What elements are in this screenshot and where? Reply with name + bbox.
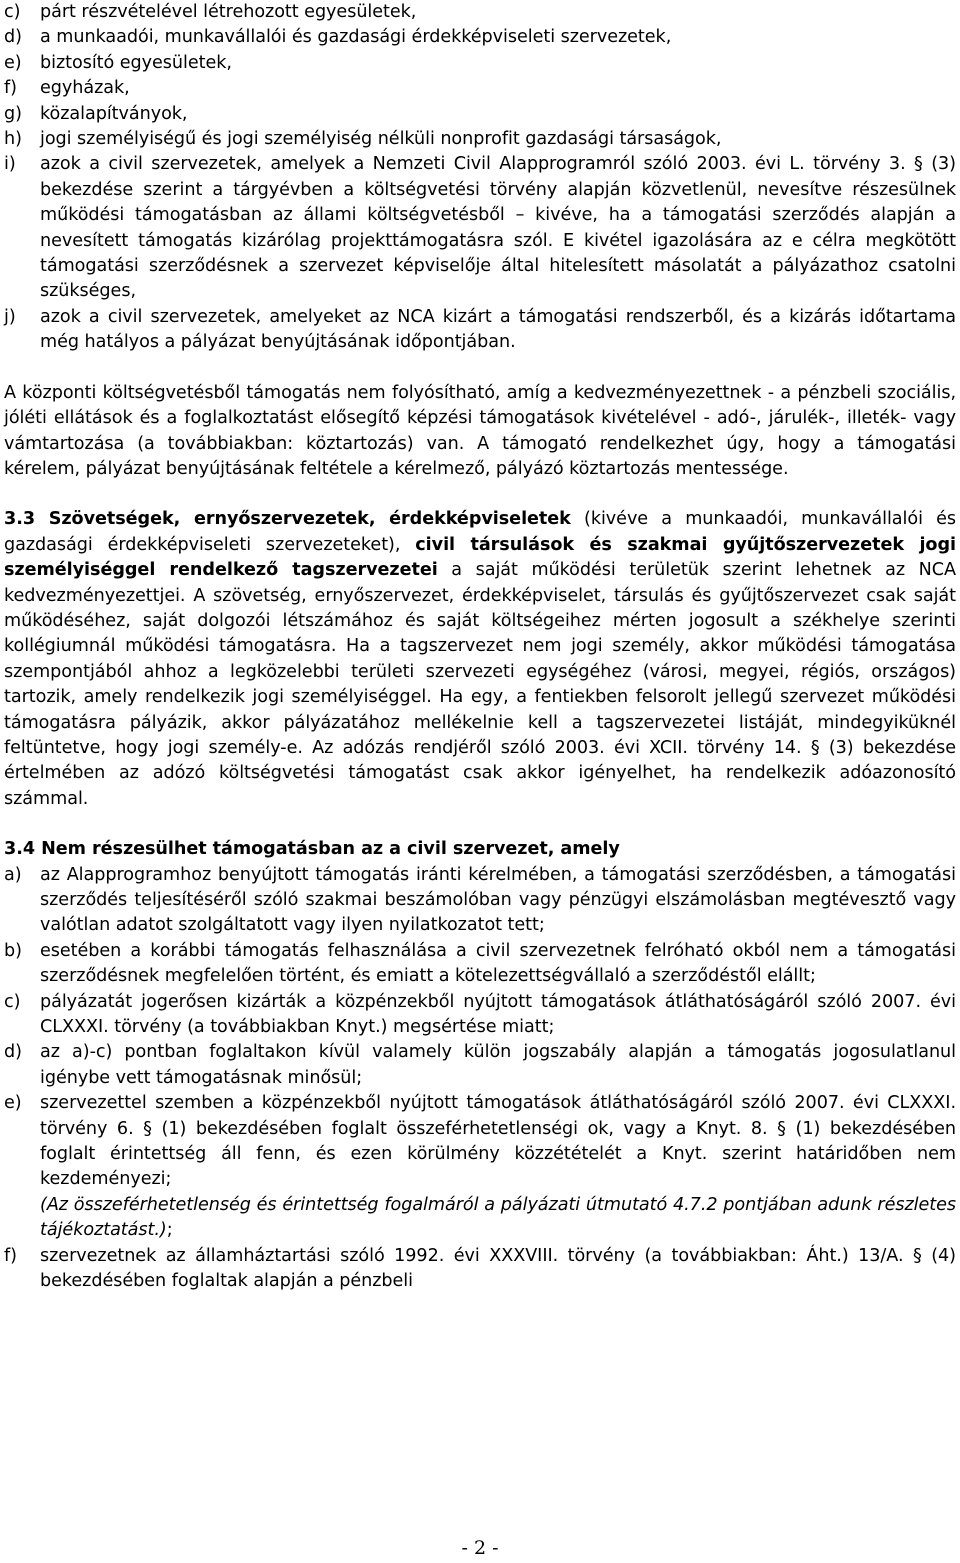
list-item [4, 1244, 956, 1295]
list-text: pályázatát jogerősen kizárták a közpénzekből nyújtott támogatások átláthatóságáról szóló 2007. évi CLXXXI. törvény (a továbbiakban Knyt.) megsértése miatt; [40, 991, 956, 1038]
list-item [4, 127, 956, 152]
list-label: f) [4, 1245, 17, 1266]
list-label: i) [4, 154, 16, 175]
section-3-3-heading: 3.3 Szövetségek, ernyőszervezetek, érdekképviseletek [4, 509, 571, 530]
list-label: h) [4, 129, 22, 150]
list-text-with-note [40, 1091, 956, 1243]
list-note: (Az összeférhetetlenség és érintettség fogalmáról a pályázati útmutató 4.7.2 pontjában adunk részletes tájékoztatást.) [40, 1194, 956, 1241]
list-label: g) [4, 103, 22, 124]
list-text: biztosító egyesületek, [40, 52, 232, 73]
list-item [4, 0, 956, 25]
list-text: jogi személyiségű és jogi személyiség nélküli nonprofit gazdasági társaságok, [40, 129, 722, 150]
list-item [4, 863, 956, 939]
list-item [4, 1091, 956, 1243]
list-item [4, 76, 956, 101]
section-3-3-text: (kivéve a munkaadói, munkavállalói és gazdasági érdekképviseleti szervezeteket), [4, 509, 956, 555]
list-label: e) [4, 1093, 22, 1114]
list-item [4, 990, 956, 1041]
list-label: c) [4, 2, 21, 22]
list-note-tail: ; [166, 1220, 173, 1241]
list-text: az a)-c) pontban foglaltakon kívül valamely külön jogszabály alapján a támogatás jogosulatlanul igénybe vett támogatásnak minősül; [40, 1042, 956, 1088]
list-text: szervezettel szemben a közpénzekből nyújtott támogatások átláthatóságáról szóló 2007. évi CLXXXI. törvény 6. § (1) bekezdésében foglalt összeférhetetlenségi ok, vagy a Knyt. 8. § (1) bekezdésében foglalt érintettség áll fenn, és ezen körülmény közzétételét a Knyt. szerint határidőben nem kezdeményezi; [40, 1093, 956, 1190]
list-text: esetében a korábbi támogatás felhasználása a civil szervezetnek felróható okból nem a támogatási szerződésnek megfelelően történt, és emiatt a kötelezettségvállaló a szerződéstől elállt; [40, 940, 956, 987]
spacer [4, 812, 956, 837]
list-text: azok a civil szervezetek, amelyek a Nemzeti Civil Alapprogramról szóló 2003. évi L. törvény 3. § (3) bekezdése szerint a tárgyévben a költségvetési törvény alapján közvetlenül, nevesítve részesülnek működési támogatásban az állami költségvetésből – kivéve, ha a támogatási szerződés alapján a nevesített támogatás kizárólag projekttámogatásra szól. E kivétel igazolására az e célra megkötött támogatási szerződésnek a szervezet képviselője által hitelesített másolatát a pályázathoz csatolni szükséges, [40, 154, 956, 302]
list-label: c) [4, 991, 21, 1012]
list-label: a) [4, 864, 22, 885]
list-item [4, 102, 956, 127]
list-text: közalapítványok, [40, 103, 188, 124]
list-text: azok a civil szervezetek, amelyeket az NCA kizárt a támogatási rendszerből, és a kizárás időtartama még hatályos a pályázat benyújtásának időpontjában. [40, 306, 956, 353]
list-item [4, 1040, 956, 1091]
section-3-3 [4, 507, 956, 812]
excluded-list-top [4, 0, 956, 356]
page-number: - 2 - [461, 1537, 499, 1559]
list-item [4, 152, 956, 304]
list-label: d) [4, 27, 22, 48]
list-text: az Alapprogramhoz benyújtott támogatás iránti kérelmében, a támogatási szerződésben, a támogatási szerződés teljesítéséről szóló szakmai beszámolóban vagy pénzügyi elszámolásban megtévesztő vagy valótlan adatot szolgáltatott vagy ilyen nyilatkozatot tett; [40, 864, 956, 936]
list-text: egyházak, [40, 78, 130, 99]
list-label: j) [4, 306, 16, 327]
spacer [4, 482, 956, 507]
document-body [4, 0, 956, 1295]
list-label: e) [4, 52, 22, 73]
list-text: szervezetnek az államháztartási szóló 1992. évi XXXVIII. törvény (a továbbiakban: Áht.) 13/A. § (4) bekezdésében foglaltak alapján a pénzbeli [40, 1245, 956, 1292]
section-3-3-bold-phrase: civil társulások és szakmai gyűjtőszervezetek jogi személyiséggel rendelkező tagszervezetei [4, 534, 956, 581]
list-item [4, 51, 956, 76]
section-3-3-text: a saját működési területük szerint lehetnek az NCA kedvezményezettjei. A szövetség, ernyőszervezet, érdekképviselet, társulás és gyűjtőszervezet csak saját működéséhez, saját dolgozói létszámához és saját költségeihez mérten jogosult a székhelye szerinti kollégiumnál működési támogatásra. Ha a tagszervezet nem jogi személy, akkor működési támogatása szempontjából ahhoz a legközelebbi területi szervezeti egységéhez (városi, megyei, régiós, országos) tartozik, amely rendelkezik jogi személyiséggel. Ha egy, a fentiekben felsorolt jellegű szervezet működési támogatásra pályázik, akkor pályázatához mellékelnie kell a tagszervezetei listáját, mindegyiküknél feltüntetve, hogy jogi személy-e. Az adózás rendjéről szóló 2003. évi XCII. törvény 14. § (3) bekezdése értelmében az adózó költségvetési támogatást csak akkor igényelhet, ha rendelkezik adóazonosító számmal. [4, 560, 956, 809]
paragraph-central-budget: A központi költségvetésből támogatás nem folyósítható, amíg a kedvezményezettnek - a pénzbeli szociális, jóléti ellátások és a foglalkoztatást elősegítő képzési támogatások kivételével - adó-, járulék-, illeték- vagy vámtartozása (a továbbiakban: köztartozás) van. A támogató rendelkezhet úgy, hogy a támogatási kérelem, pályázat benyújtásának feltétele a kérelmező, pályázó köztartozás mentessége. [4, 382, 956, 479]
list-text: párt részvételével létrehozott egyesületek, [40, 2, 417, 22]
list-label: f) [4, 78, 17, 99]
section-3-4-list [4, 863, 956, 1295]
list-item [4, 939, 956, 990]
list-item [4, 25, 956, 50]
list-label: b) [4, 940, 22, 961]
spacer [4, 356, 956, 381]
section-3-4-heading: 3.4 Nem részesülhet támogatásban az a civil szervezet, amely [4, 839, 620, 860]
list-item [4, 305, 956, 356]
list-label: d) [4, 1042, 22, 1063]
list-text: a munkaadói, munkavállalói és gazdasági érdekképviseleti szervezetek, [40, 27, 672, 48]
